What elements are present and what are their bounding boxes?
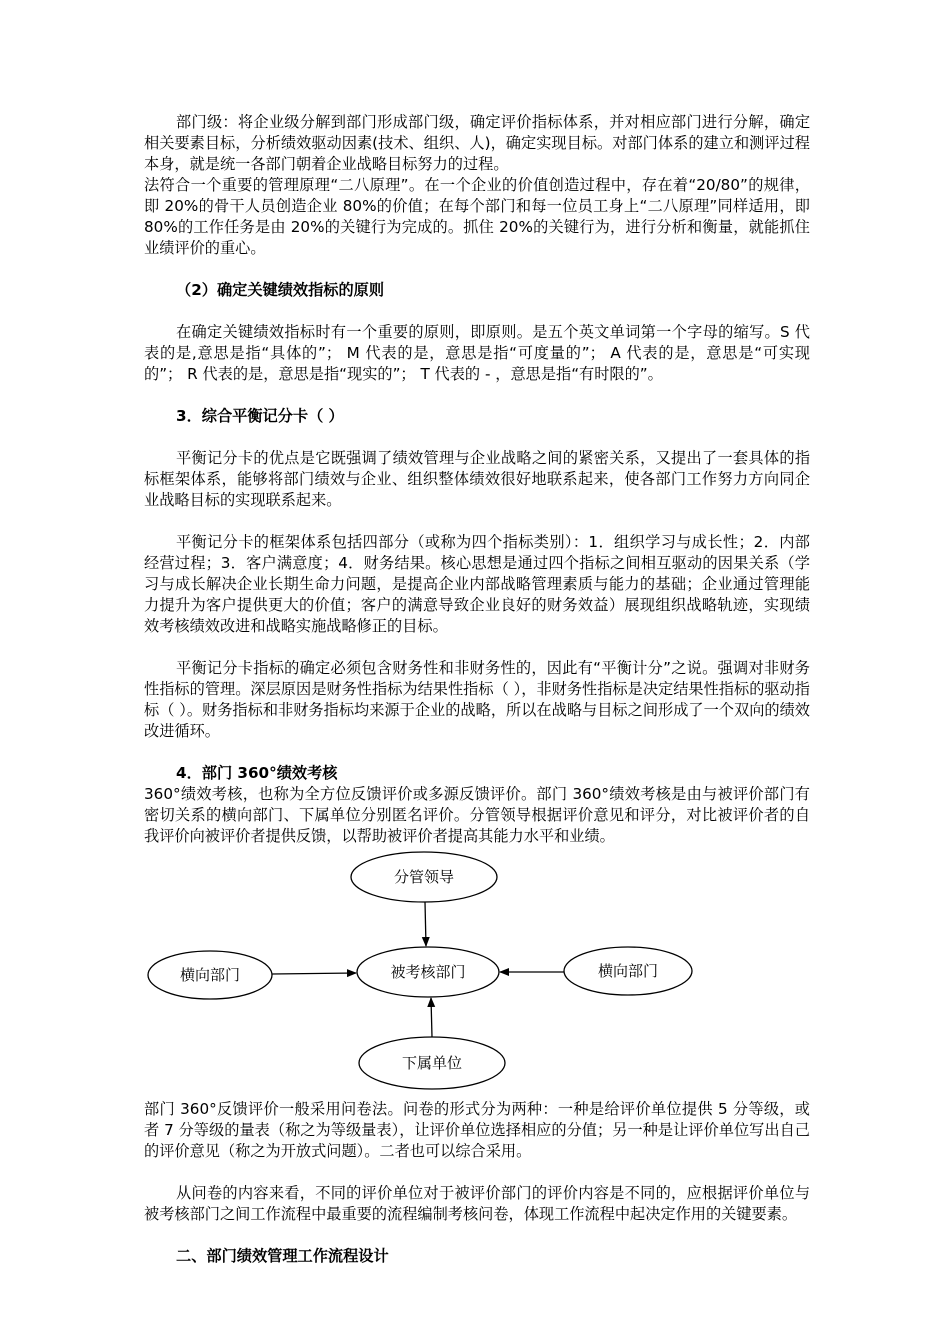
heading-360-evaluation: 4．部门 360°绩效考核 (176, 764, 338, 782)
arrow-left (272, 973, 356, 974)
paragraph-department-level: 部门级：将企业级分解到部门形成部门级，确定评价指标体系，并对相应部门进行分解，确定相关要素目标，分析绩效驱动因素(技术、组织、人)，确定实现目标。对部门体系的建立和测评过程本身，就是统一各部门朝着企业战略目标努力的过程。 (144, 113, 810, 173)
paragraph-pareto: 法符合一个重要的管理原理“二八原理”。在一个企业的价值创造过程中，存在着“20/80”的规律，即 20%的骨干人员创造企业 80%的价值；在每个部门和每一位员工身上“二八原理”同样适用，即 80%的工作任务是由 20%的关键行为完成的。抓住 20%的关键行为，进行分析和衡量，就能抓住业绩评价的重心。 (144, 176, 810, 257)
node-top-label: 分管领导 (393, 868, 454, 886)
paragraph-bsc-advantages: 平衡记分卡的优点是它既强调了绩效管理与企业战略之间的紧密关系，又提出了一套具体的指标框架体系，能够将部门绩效与企业、组织整体绩效很好地联系起来，使各部门工作努力方向同企业战略目标的实现联系起来。 (144, 449, 810, 509)
paragraph-smart: 在确定关键绩效指标时有一个重要的原则，即原则。是五个英文单词第一个字母的缩写。S 代表的是,意思是指“具体的”； M 代表的是，意思是指“可度量的”； A 代表的是，意思是“可实现的”； R 代表的是，意思是指“现实的”； T 代表的 - ，意思是指“有时限的”。 (144, 323, 810, 383)
360-feedback-diagram (144, 847, 810, 1099)
document-page (144, 112, 810, 1267)
node-left-label: 横向部门 (179, 966, 240, 984)
arrow-bottom (431, 998, 432, 1037)
arrow-top (425, 902, 426, 946)
node-center-label: 被考核部门 (390, 963, 466, 981)
heading-kpi-principle: （2）确定关键绩效指标的原则 (176, 281, 385, 299)
paragraph-questionnaire-content: 从问卷的内容来看，不同的评价单位对于被评价部门的评价内容是不同的，应根据评价单位与被考核部门之间工作流程中最重要的流程编制考核问卷，体现工作流程中起决定作用的关键要素。 (144, 1184, 810, 1223)
heading-workflow-design: 二、部门绩效管理工作流程设计 (176, 1247, 389, 1265)
node-right-label: 横向部门 (597, 962, 658, 980)
paragraph-bsc-indicators: 平衡记分卡指标的确定必须包含财务性和非财务性的，因此有“平衡计分”之说。强调对非财务性指标的管理。深层原因是财务性指标为结果性指标（ ），非财务性指标是决定结果性指标的驱动指标（ ）。财务指标和非财务指标均来源于企业的战略，所以在战略与目标之间形成了一个双向的绩效改进循环。 (144, 659, 810, 740)
heading-balanced-scorecard: 3．综合平衡记分卡（ ） (176, 407, 344, 425)
paragraph-360-intro: 360°绩效考核，也称为全方位反馈评价或多源反馈评价。部门 360°绩效考核是由与被评价部门有密切关系的横向部门、下属单位分别匿名评价。分管领导根据评价意见和评分，对比被评价者的自我评价向被评价者提供反馈，以帮助被评价者提高其能力水平和业绩。 (144, 785, 810, 845)
paragraph-questionnaire: 部门 360°反馈评价一般采用问卷法。问卷的形式分为两种：一种是给评价单位提供 5 分等级，或者 7 分等级的量表（称之为等级量表），让评价单位选择相应的分值；另一种是让评价单位写出自己的评价意见（称之为开放式问题）。二者也可以综合采用。 (144, 1100, 810, 1160)
node-bottom-label: 下属单位 (401, 1054, 462, 1072)
paragraph-bsc-framework: 平衡记分卡的框架体系包括四部分（或称为四个指标类别）：1．组织学习与成长性；2．内部经营过程；3．客户满意度；4．财务结果。核心思想是通过四个指标之间相互驱动的因果关系（学习与成长解决企业长期生命力问题，是提高企业内部战略管理素质与能力的基础；企业通过管理能力提升为客户提供更大的价值；客户的满意导致企业良好的财务效益）展现组织战略轨迹，实现绩效考核绩效改进和战略实施战略修正的目标。 (144, 533, 810, 635)
